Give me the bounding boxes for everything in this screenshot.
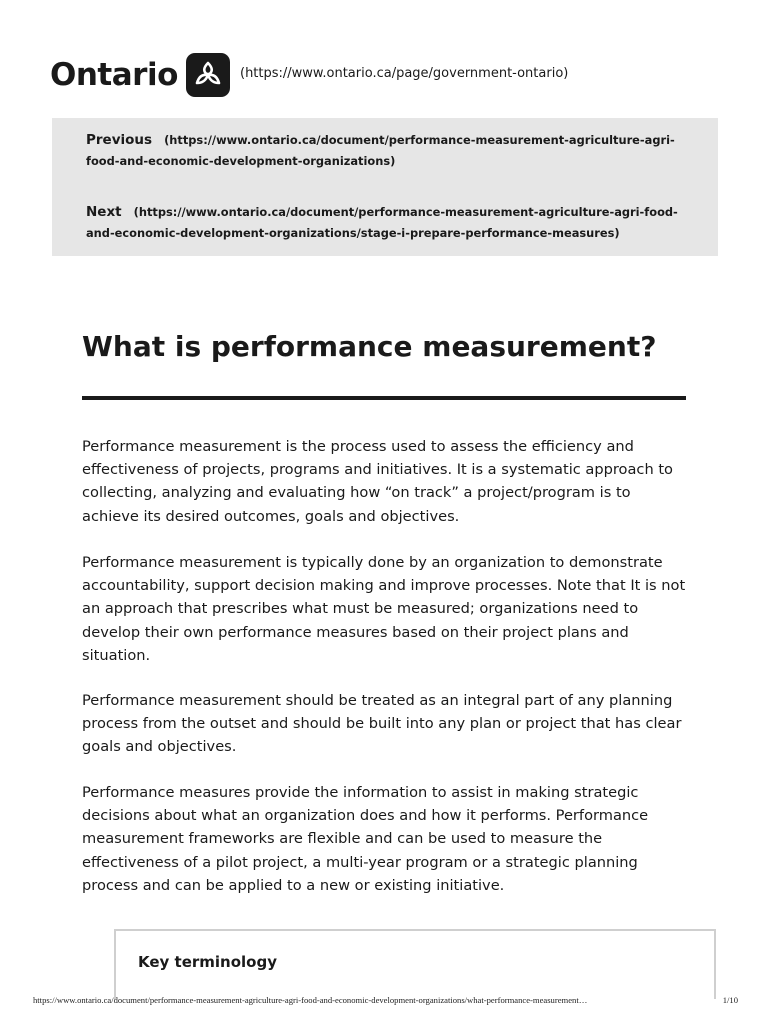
next-label: Next: [86, 204, 122, 220]
page-number: 1/10: [722, 995, 738, 1005]
body-paragraph: Performance measurement is the process used to assess the efficiency and effectiveness of projects, programs and initiatives. It is a systematic approach to collecting, analyzing and evaluating how “on track” a project/program is to achieve its desired outcomes, goals and objectives.: [82, 438, 673, 525]
previous-link[interactable]: [86, 130, 686, 172]
next-url: (https://www.ontario.ca/document/performance-measurement-agriculture-agri-food-and-economic-development-organizations/stage-i-prepare-performance-measures): [86, 205, 678, 240]
body-paragraph: Performance measurement should be treated as an integral part of any planning process from the outset and should be built into any plan or project that has clear goals and objectives.: [82, 692, 682, 756]
callout-title: Key terminology: [138, 953, 277, 971]
body-paragraph: Performance measures provide the information to assist in making strategic decisions about what an organization does and how it performs. Performance measurement frameworks are flexible and can be used to measure the effectiveness of a pilot project, a multi-year program or a strategic planning process and can be applied to a new or existing initiative.: [82, 784, 649, 894]
previous-url: (https://www.ontario.ca/document/performance-measurement-agriculture-agri-food-and-economic-development-organizations): [86, 133, 675, 168]
title-divider: [82, 396, 686, 400]
logo-link-url[interactable]: (https://www.ontario.ca/page/government-ontario): [240, 66, 569, 81]
next-link[interactable]: [86, 202, 686, 244]
previous-label: Previous: [86, 132, 153, 148]
ontario-trillium-icon: [186, 53, 230, 97]
ontario-wordmark: Ontario: [50, 57, 178, 93]
body-paragraph: Performance measurement is typically done by an organization to demonstrate accountability, support decision making and improve processes. Note that It is not an approach that prescribes what must be measured; organizations need to develop their own performance measures based on their project plans and situation.: [82, 554, 686, 664]
previous-next-navigation: [52, 118, 718, 256]
print-footer-url: https://www.ontario.ca/document/performance-measurement-agriculture-agri-food-and-economic-development-organizations/what-performance-measurement…: [33, 995, 588, 1005]
page-title: What is performance measurement?: [82, 330, 657, 363]
key-terminology-callout: [114, 929, 716, 999]
ontario-logo[interactable]: [50, 52, 230, 98]
